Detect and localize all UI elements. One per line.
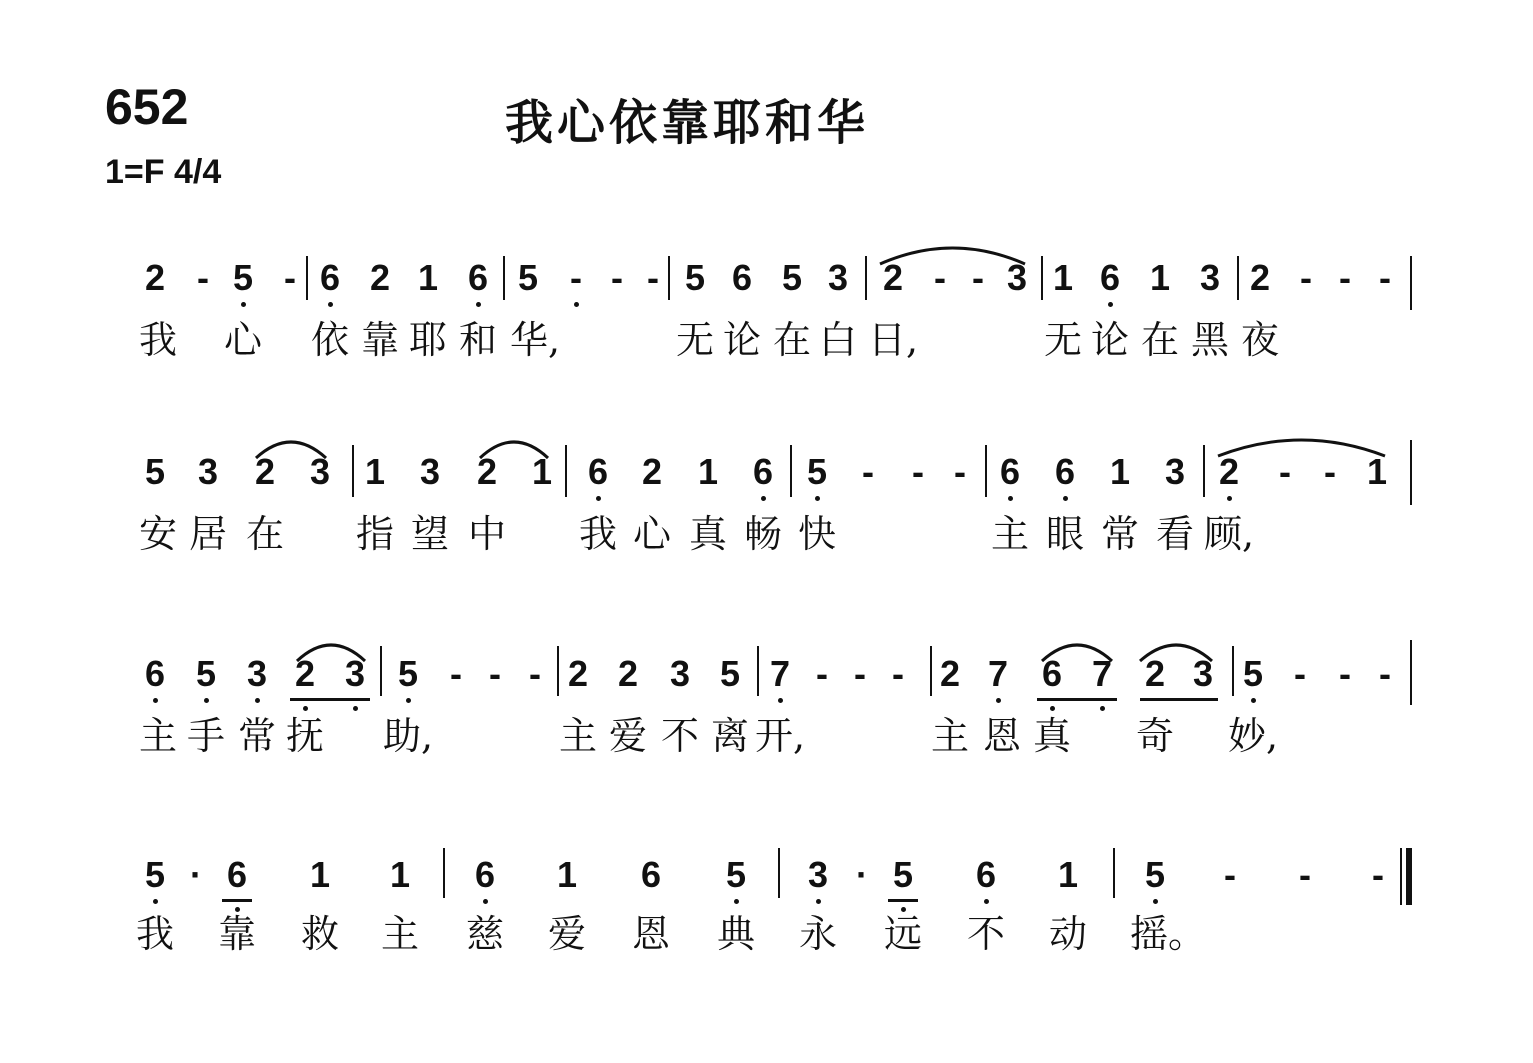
note: 3 (1006, 257, 1028, 298)
hymn-title: 我心依靠耶和华 (505, 95, 870, 151)
note: 5 (725, 854, 747, 895)
lyric-char: 无 (1043, 318, 1082, 362)
lyric-char: 永 (798, 912, 837, 956)
lyric-char: 心 (223, 318, 262, 362)
lyric-char: 真 (688, 512, 727, 556)
lyric-char: 顾, (1204, 512, 1255, 556)
note: 6 (999, 451, 1021, 492)
lyric-char: 抚 (285, 714, 324, 758)
lyric-char: 常 (1100, 512, 1139, 556)
note: - (284, 257, 296, 298)
slur (1140, 645, 1212, 661)
note: 5 (1144, 854, 1166, 895)
note: - (1339, 257, 1351, 298)
lyric-char: 动 (1048, 912, 1087, 956)
lyric-char: 依 (310, 318, 349, 362)
note: - (892, 653, 904, 694)
lyric-char: 真 (1032, 714, 1071, 758)
lyric-char: 安 (138, 512, 177, 556)
note: 2 (1144, 653, 1166, 694)
note: - (489, 653, 501, 694)
lyric-char: 主 (930, 714, 969, 758)
note: 3 (1199, 257, 1221, 298)
lyric-char: 望 (410, 512, 449, 556)
lyric-char: 我 (578, 512, 617, 556)
lyric-char: 主 (138, 714, 177, 758)
note: 7 (987, 653, 1009, 694)
note: - (816, 653, 828, 694)
note: - (570, 257, 582, 298)
lyric-char: 心 (632, 512, 671, 556)
note: 1 (531, 451, 553, 492)
note: 1 (1366, 451, 1388, 492)
slur (880, 248, 1025, 264)
lyric-char: 爱 (547, 912, 586, 956)
lyric-char: 不 (966, 912, 1005, 956)
note: 6 (144, 653, 166, 694)
lyric-char: 我 (135, 912, 174, 956)
lyric-char: 论 (722, 318, 761, 362)
note: 1 (389, 854, 411, 895)
note: - (1279, 451, 1291, 492)
lyric-char: 开, (755, 714, 806, 758)
note: 1 (364, 451, 386, 492)
note: 3 (827, 257, 849, 298)
note: - (1372, 854, 1384, 895)
note: - (934, 257, 946, 298)
note: 5 (144, 451, 166, 492)
note: 6 (587, 451, 609, 492)
note: 2 (369, 257, 391, 298)
lyric-char: 黑 (1190, 318, 1229, 362)
note: 2 (567, 653, 589, 694)
note: 6 (731, 257, 753, 298)
note: 6 (752, 451, 774, 492)
note: 7 (769, 653, 791, 694)
note: - (1339, 653, 1351, 694)
note: - (1299, 854, 1311, 895)
lyric-char: 恩 (631, 912, 670, 956)
note: 6 (474, 854, 496, 895)
slur (480, 442, 548, 458)
note: 7 (1091, 653, 1113, 694)
note: - (450, 653, 462, 694)
note: - (854, 653, 866, 694)
note: - (1324, 451, 1336, 492)
lyric-char: 不 (660, 714, 699, 758)
lyric-char: 无 (675, 318, 714, 362)
lyric-char: 在 (1140, 318, 1179, 362)
lyric-char: 主 (990, 512, 1029, 556)
lyric-char: 常 (237, 714, 276, 758)
lyric-char: 恩 (982, 714, 1021, 758)
note: 5 (397, 653, 419, 694)
note: - (1224, 854, 1236, 895)
lyric-char: 离 (710, 714, 749, 758)
note: 3 (807, 854, 829, 895)
lyric-char: 在 (245, 512, 284, 556)
note: 5 (781, 257, 803, 298)
lyric-char: 畅 (743, 512, 782, 556)
lyric-char: 救 (300, 912, 339, 956)
note: 2 (1249, 257, 1271, 298)
lyric-char: 慈 (465, 912, 504, 956)
note: 6 (1099, 257, 1121, 298)
slur (1042, 645, 1112, 661)
lyric-char: 居 (188, 512, 227, 556)
note: - (1294, 653, 1306, 694)
note: 1 (1149, 257, 1171, 298)
lyric-char: 摇。 (1130, 912, 1207, 956)
note: - (197, 257, 209, 298)
note: 3 (1164, 451, 1186, 492)
note: 6 (975, 854, 997, 895)
note: 5 (806, 451, 828, 492)
lyric-char: 夜 (1240, 318, 1279, 362)
note: - (972, 257, 984, 298)
note: 2 (254, 451, 276, 492)
lyric-char: 主 (558, 714, 597, 758)
note: 5 (684, 257, 706, 298)
lyric-char: 白 (818, 318, 857, 362)
note: · (190, 854, 202, 895)
note: 1 (1109, 451, 1131, 492)
note: · (856, 854, 868, 895)
note: 2 (641, 451, 663, 492)
note: 1 (1052, 257, 1074, 298)
note: 5 (1242, 653, 1264, 694)
slur (297, 645, 365, 661)
note: 1 (1057, 854, 1079, 895)
note: 3 (344, 653, 366, 694)
note: 5 (232, 257, 254, 298)
lyric-char: 指 (355, 512, 394, 556)
lyric-char: 论 (1090, 318, 1129, 362)
note: 3 (669, 653, 691, 694)
note: 5 (719, 653, 741, 694)
note: 1 (417, 257, 439, 298)
note: 3 (197, 451, 219, 492)
note: - (1379, 257, 1391, 298)
lyric-char: 在 (772, 318, 811, 362)
note: 2 (882, 257, 904, 298)
lyric-char: 典 (716, 912, 755, 956)
lyric-char: 眼 (1045, 512, 1084, 556)
note: 1 (556, 854, 578, 895)
lyric-char: 和 (458, 318, 497, 362)
note: 2 (476, 451, 498, 492)
slur (1218, 440, 1385, 456)
hymn-number: 652 (105, 79, 189, 135)
lyric-char: 中 (467, 512, 506, 556)
note: - (1379, 653, 1391, 694)
lyric-char: 耶 (408, 318, 447, 362)
note: 6 (1041, 653, 1063, 694)
note: 5 (892, 854, 914, 895)
lyric-char: 靠 (217, 912, 256, 956)
note: 3 (419, 451, 441, 492)
note: 6 (319, 257, 341, 298)
note: 3 (309, 451, 331, 492)
note: 6 (640, 854, 662, 895)
lyric-char: 看 (1155, 512, 1194, 556)
key-signature: 1=F 4/4 (105, 153, 222, 191)
lyric-char: 爱 (608, 714, 647, 758)
note: 2 (144, 257, 166, 298)
lyric-char: 快 (797, 512, 836, 556)
note: 3 (246, 653, 268, 694)
note: 5 (195, 653, 217, 694)
note: - (1300, 257, 1312, 298)
note: 5 (144, 854, 166, 895)
note: 6 (467, 257, 489, 298)
note: 2 (1218, 451, 1240, 492)
lyric-char: 助, (383, 714, 434, 758)
note: 1 (697, 451, 719, 492)
note: - (529, 653, 541, 694)
slur (256, 442, 326, 458)
note: - (862, 451, 874, 492)
note: 6 (226, 854, 248, 895)
note: 1 (309, 854, 331, 895)
lyric-char: 日, (868, 318, 919, 362)
lyric-char: 华, (510, 318, 561, 362)
lyric-char: 妙, (1228, 714, 1279, 758)
note: - (611, 257, 623, 298)
lyric-char: 主 (380, 912, 419, 956)
note: - (647, 257, 659, 298)
lyric-char: 远 (883, 912, 922, 956)
note: 2 (294, 653, 316, 694)
note: 2 (939, 653, 961, 694)
note: 2 (617, 653, 639, 694)
lyric-char: 靠 (360, 318, 399, 362)
note: 3 (1192, 653, 1214, 694)
note: 6 (1054, 451, 1076, 492)
note: - (912, 451, 924, 492)
note: 5 (517, 257, 539, 298)
lyric-char: 手 (186, 714, 225, 758)
note: - (954, 451, 966, 492)
lyric-char: 奇 (1135, 714, 1174, 758)
lyric-char: 我 (138, 318, 177, 362)
